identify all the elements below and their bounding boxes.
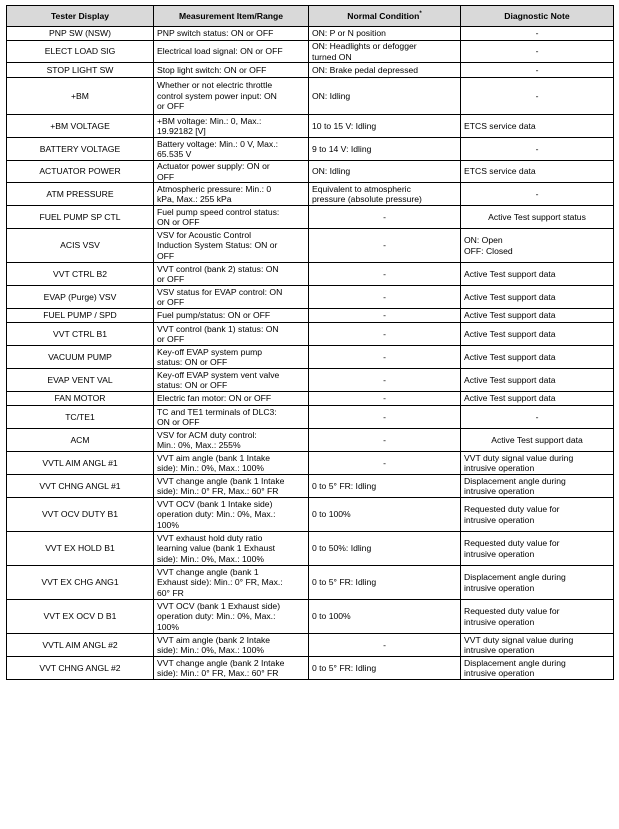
header-diagnostic-note: Diagnostic Note (461, 6, 614, 27)
normal-condition-cell: 0 to 5° FR: Idling (309, 657, 461, 680)
table-row (7, 498, 614, 532)
normal-condition-cell: - (309, 323, 461, 346)
table-row (7, 115, 614, 138)
table-row (7, 286, 614, 309)
diagnostic-note-cell: Active Test support data (461, 323, 614, 346)
normal-condition-cell: - (309, 392, 461, 406)
measurement-item-cell: VVT change angle (bank 1 Intake side): Min.: 0° FR, Max.: 60° FR (154, 475, 309, 498)
tester-display-cell: +BM (7, 78, 154, 115)
diagnostic-note-cell: ETCS service data (461, 161, 614, 183)
table-row (7, 346, 614, 369)
table-row (7, 475, 614, 498)
tester-display-cell: ELECT LOAD SIG (7, 41, 154, 63)
tester-display-cell: FUEL PUMP / SPD (7, 309, 154, 323)
diagnostic-note-cell: - (461, 138, 614, 161)
measurement-item-cell: VSV for ACM duty control: Min.: 0%, Max.: 255% (154, 429, 309, 452)
table-row (7, 429, 614, 452)
measurement-item-cell: Electric fan motor: ON or OFF (154, 392, 309, 406)
normal-condition-cell: - (309, 309, 461, 323)
header-normal-condition-label: Normal Condition (347, 10, 420, 21)
diagnostic-note-cell: - (461, 41, 614, 63)
table-row (7, 323, 614, 346)
normal-condition-cell: 0 to 50%: Idling (309, 532, 461, 566)
diagnostic-note-cell: - (461, 183, 614, 206)
normal-condition-cell: - (309, 346, 461, 369)
tester-display-cell: VVT EX HOLD B1 (7, 532, 154, 566)
measurement-item-cell: +BM voltage: Min.: 0, Max.: 19.92182 [V] (154, 115, 309, 138)
diagnostic-note-cell: VVT duty signal value during intrusive operation (461, 634, 614, 657)
header-measurement-item: Measurement Item/Range (154, 6, 309, 27)
tester-display-cell: EVAP (Purge) VSV (7, 286, 154, 309)
measurement-item-cell: PNP switch status: ON or OFF (154, 27, 309, 41)
normal-condition-cell: Equivalent to atmospheric pressure (absolute pressure) (309, 183, 461, 206)
data-list-table-container (6, 5, 614, 680)
table-row (7, 392, 614, 406)
normal-condition-cell: - (309, 286, 461, 309)
normal-condition-cell: 0 to 5° FR: Idling (309, 475, 461, 498)
measurement-item-cell: Key-off EVAP system pump status: ON or OFF (154, 346, 309, 369)
measurement-item-cell: VVT OCV (bank 1 Intake side) operation duty: Min.: 0%, Max.: 100% (154, 498, 309, 532)
table-row (7, 78, 614, 115)
table-row (7, 183, 614, 206)
diagnostic-note-cell: - (461, 78, 614, 115)
diagnostic-note-cell: - (461, 406, 614, 429)
normal-condition-cell: - (309, 429, 461, 452)
table-row (7, 406, 614, 429)
measurement-item-cell: VVT aim angle (bank 1 Intake side): Min.: 0%, Max.: 100% (154, 452, 309, 475)
normal-condition-cell: ON: P or N position (309, 27, 461, 41)
measurement-item-cell: Fuel pump/status: ON or OFF (154, 309, 309, 323)
measurement-item-cell: VVT OCV (bank 1 Exhaust side) operation duty: Min.: 0%, Max.: 100% (154, 600, 309, 634)
tester-display-cell: EVAP VENT VAL (7, 369, 154, 392)
table-row (7, 309, 614, 323)
normal-condition-cell: ON: Idling (309, 78, 461, 115)
tester-display-cell: STOP LIGHT SW (7, 63, 154, 78)
diagnostic-note-cell: - (461, 27, 614, 41)
tester-display-cell: FUEL PUMP SP CTL (7, 206, 154, 229)
diagnostic-note-cell: Requested duty value for intrusive operation (461, 498, 614, 532)
data-list-table (6, 5, 614, 680)
header-row (7, 6, 614, 27)
table-header (7, 6, 614, 27)
normal-condition-cell: - (309, 369, 461, 392)
diagnostic-note-cell: Requested duty value for intrusive operation (461, 532, 614, 566)
header-tester-display: Tester Display (7, 6, 154, 27)
table-body (7, 27, 614, 680)
diagnostic-note-cell: Active Test support data (461, 346, 614, 369)
measurement-item-cell: Battery voltage: Min.: 0 V, Max.: 65.535 V (154, 138, 309, 161)
header-normal-condition (309, 6, 461, 27)
measurement-item-cell: Atmospheric pressure: Min.: 0 kPa, Max.: 255 kPa (154, 183, 309, 206)
measurement-item-cell: Fuel pump speed control status: ON or OFF (154, 206, 309, 229)
table-row (7, 600, 614, 634)
diagnostic-note-cell: - (461, 63, 614, 78)
measurement-item-cell: VVT control (bank 1) status: ON or OFF (154, 323, 309, 346)
table-row (7, 27, 614, 41)
table-row (7, 63, 614, 78)
diagnostic-note-cell: Requested duty value for intrusive operation (461, 600, 614, 634)
tester-display-cell: VVT EX CHG ANG1 (7, 566, 154, 600)
table-row (7, 566, 614, 600)
diagnostic-note-cell: Active Test support data (461, 392, 614, 406)
measurement-item-cell: VVT change angle (bank 1 Exhaust side): Min.: 0° FR, Max.: 60° FR (154, 566, 309, 600)
tester-display-cell: ATM PRESSURE (7, 183, 154, 206)
diagnostic-note-cell: Active Test support data (461, 309, 614, 323)
footnote-mark: * (419, 10, 422, 17)
tester-display-cell: VVT EX OCV D B1 (7, 600, 154, 634)
tester-display-cell: BATTERY VOLTAGE (7, 138, 154, 161)
tester-display-cell: PNP SW (NSW) (7, 27, 154, 41)
measurement-item-cell: VSV status for EVAP control: ON or OFF (154, 286, 309, 309)
diagnostic-note-cell: Displacement angle during intrusive operation (461, 657, 614, 680)
table-row (7, 532, 614, 566)
normal-condition-cell: - (309, 263, 461, 286)
tester-display-cell: VACUUM PUMP (7, 346, 154, 369)
table-row (7, 657, 614, 680)
measurement-item-cell: VVT control (bank 2) status: ON or OFF (154, 263, 309, 286)
normal-condition-cell: - (309, 452, 461, 475)
measurement-item-cell: Whether or not electric throttle control system power input: ON or OFF (154, 78, 309, 115)
measurement-item-cell: Key-off EVAP system vent valve status: ON or OFF (154, 369, 309, 392)
normal-condition-cell: 9 to 14 V: Idling (309, 138, 461, 161)
tester-display-cell: VVT CHNG ANGL #1 (7, 475, 154, 498)
diagnostic-note-cell: Active Test support status (461, 206, 614, 229)
measurement-item-cell: TC and TE1 terminals of DLC3: ON or OFF (154, 406, 309, 429)
diagnostic-note-cell: VVT duty signal value during intrusive operation (461, 452, 614, 475)
table-row (7, 369, 614, 392)
diagnostic-note-cell: Displacement angle during intrusive operation (461, 566, 614, 600)
normal-condition-cell: 10 to 15 V: Idling (309, 115, 461, 138)
normal-condition-cell: 0 to 100% (309, 600, 461, 634)
normal-condition-cell: - (309, 229, 461, 263)
normal-condition-cell: - (309, 634, 461, 657)
table-row (7, 634, 614, 657)
table-row (7, 206, 614, 229)
measurement-item-cell: VVT exhaust hold duty ratio learning value (bank 1 Exhaust side): Min.: 0%, Max.: 100% (154, 532, 309, 566)
measurement-item-cell: VSV for Acoustic Control Induction System Status: ON or OFF (154, 229, 309, 263)
table-row (7, 41, 614, 63)
tester-display-cell: FAN MOTOR (7, 392, 154, 406)
tester-display-cell: VVT OCV DUTY B1 (7, 498, 154, 532)
measurement-item-cell: Actuator power supply: ON or OFF (154, 161, 309, 183)
diagnostic-note-cell: Active Test support data (461, 429, 614, 452)
normal-condition-cell: 0 to 100% (309, 498, 461, 532)
tester-display-cell: TC/TE1 (7, 406, 154, 429)
tester-display-cell: +BM VOLTAGE (7, 115, 154, 138)
normal-condition-cell: - (309, 206, 461, 229)
table-row (7, 229, 614, 263)
diagnostic-note-cell: Active Test support data (461, 263, 614, 286)
tester-display-cell: VVT CHNG ANGL #2 (7, 657, 154, 680)
normal-condition-cell: ON: Idling (309, 161, 461, 183)
measurement-item-cell: VVT change angle (bank 2 Intake side): Min.: 0° FR, Max.: 60° FR (154, 657, 309, 680)
tester-display-cell: VVT CTRL B2 (7, 263, 154, 286)
normal-condition-cell: ON: Headlights or defogger turned ON (309, 41, 461, 63)
normal-condition-cell: - (309, 406, 461, 429)
table-row (7, 161, 614, 183)
diagnostic-note-cell: Displacement angle during intrusive operation (461, 475, 614, 498)
tester-display-cell: ACIS VSV (7, 229, 154, 263)
tester-display-cell: VVTL AIM ANGL #2 (7, 634, 154, 657)
measurement-item-cell: Electrical load signal: ON or OFF (154, 41, 309, 63)
diagnostic-note-cell: Active Test support data (461, 286, 614, 309)
measurement-item-cell: Stop light switch: ON or OFF (154, 63, 309, 78)
tester-display-cell: VVTL AIM ANGL #1 (7, 452, 154, 475)
diagnostic-note-cell: ETCS service data (461, 115, 614, 138)
table-row (7, 263, 614, 286)
normal-condition-cell: 0 to 5° FR: Idling (309, 566, 461, 600)
diagnostic-note-cell: ON: Open OFF: Closed (461, 229, 614, 263)
measurement-item-cell: VVT aim angle (bank 2 Intake side): Min.: 0%, Max.: 100% (154, 634, 309, 657)
normal-condition-cell: ON: Brake pedal depressed (309, 63, 461, 78)
table-row (7, 452, 614, 475)
tester-display-cell: VVT CTRL B1 (7, 323, 154, 346)
table-row (7, 138, 614, 161)
tester-display-cell: ACTUATOR POWER (7, 161, 154, 183)
tester-display-cell: ACM (7, 429, 154, 452)
diagnostic-note-cell: Active Test support data (461, 369, 614, 392)
